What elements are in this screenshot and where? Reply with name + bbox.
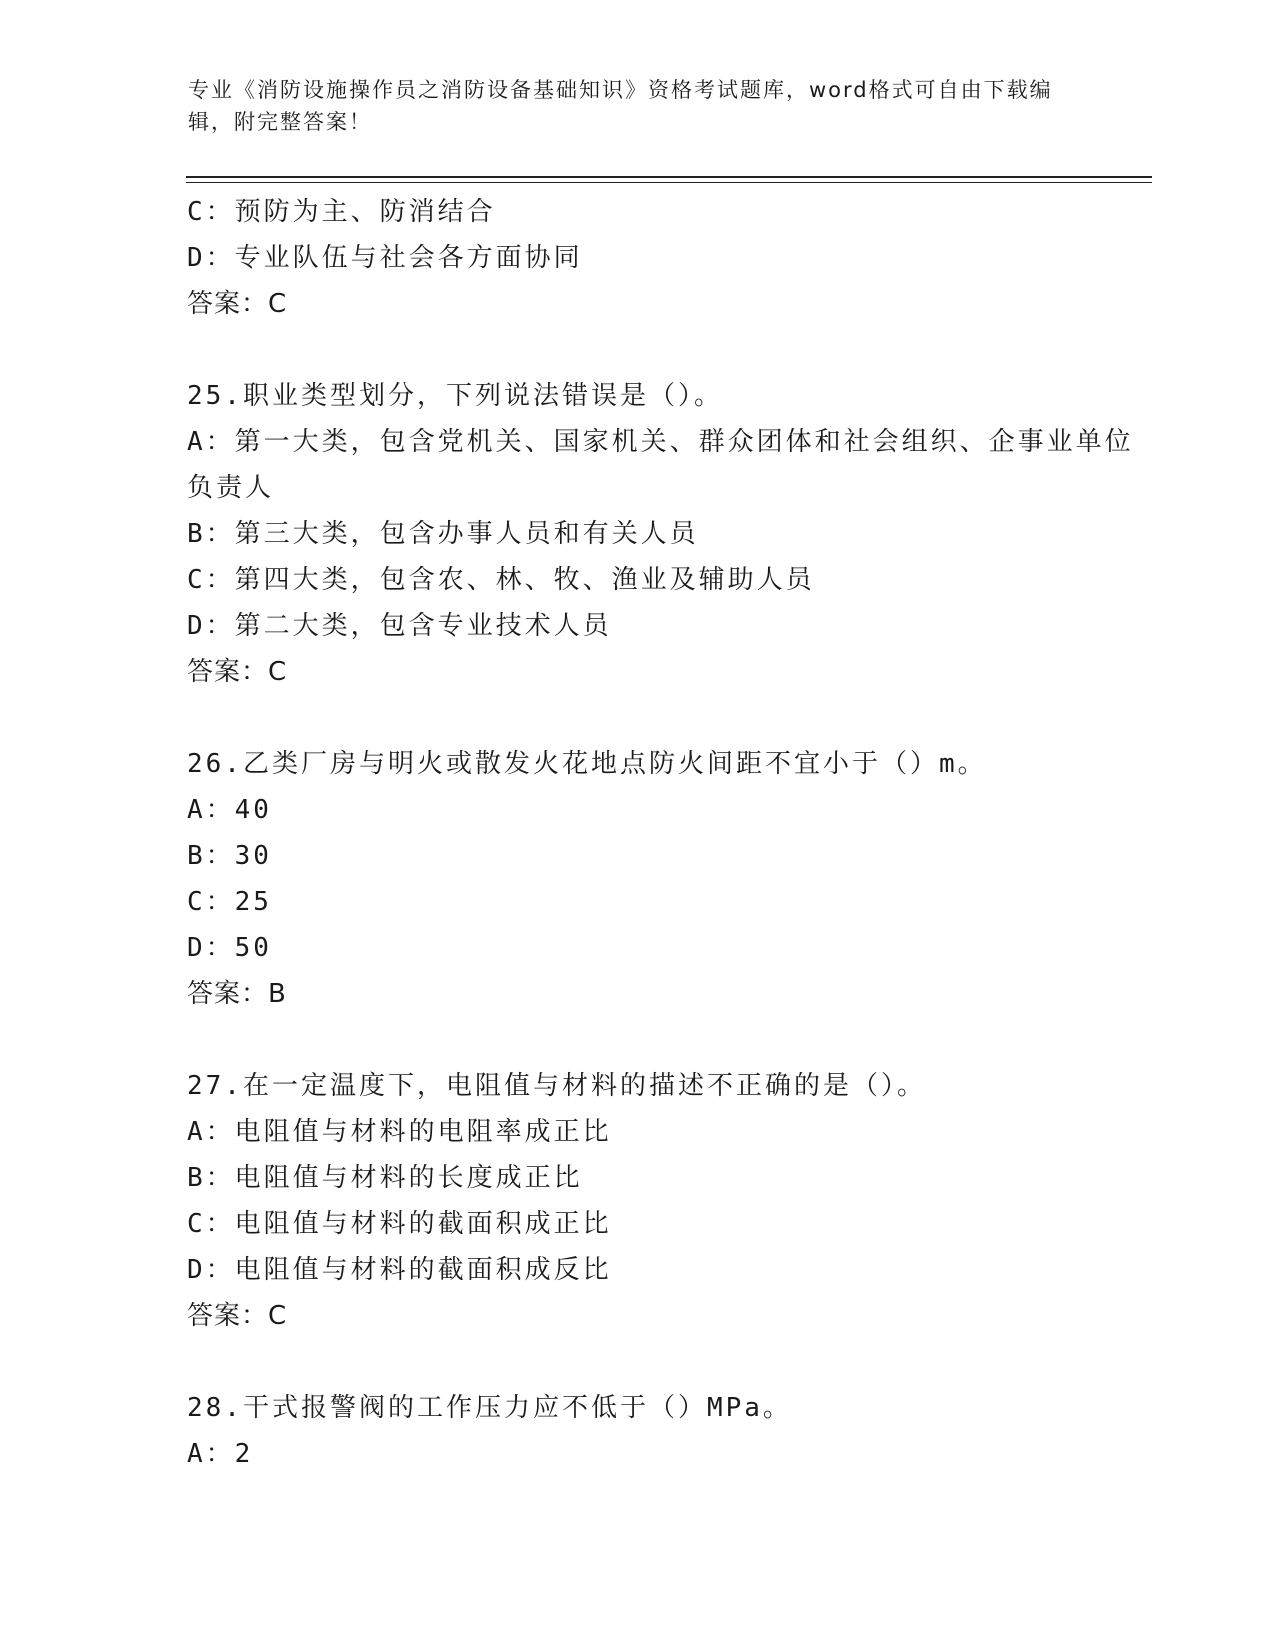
spacer [187,327,1147,373]
question-stem: 25.职业类型划分，下列说法错误是（）。 [187,381,723,411]
option-b: B：第三大类，包含办事人员和有关人员 [187,519,699,549]
question-stem: 27.在一定温度下，电阻值与材料的描述不正确的是（）。 [187,1071,926,1101]
question-28 [187,1385,1147,1477]
header-rule-thin [186,182,1152,183]
spacer [187,1339,1147,1385]
option-d: D：第二大类，包含专业技术人员 [187,611,612,641]
question-25 [187,373,1147,695]
spacer [187,1017,1147,1063]
answer: 答案：C [187,1301,288,1331]
option-c: C：25 [187,887,272,917]
answer: 答案：C [187,657,288,687]
question-partial [187,189,1147,327]
question-27 [187,1063,1147,1339]
question-26 [187,741,1147,1017]
option-b: B：30 [187,841,272,871]
option-b: B：电阻值与材料的长度成正比 [187,1163,583,1193]
document-header: 专业《消防设施操作员之消防设备基础知识》资格考试题库，word格式可自由下载编辑，附完整答案！ [188,78,1053,134]
option-c: C：电阻值与材料的截面积成正比 [187,1209,612,1239]
question-list [187,189,1147,1477]
question-stem: 26.乙类厂房与明火或散发火花地点防火间距不宜小于（）m。 [187,749,987,779]
option-a: A：第一大类，包含党机关、国家机关、群众团体和社会组织、企事业单位负责人 [187,427,1134,503]
option-d: D：50 [187,933,272,963]
question-stem: 28.干式报警阀的工作压力应不低于（）MPa。 [187,1393,792,1423]
header-rule-thick [186,176,1152,178]
answer: 答案：B [187,979,287,1009]
option-c: C：第四大类，包含农、林、牧、渔业及辅助人员 [187,565,815,595]
option-a: A：40 [187,795,272,825]
option-d: D：电阻值与材料的截面积成反比 [187,1255,612,1285]
option-c: C：预防为主、防消结合 [187,197,496,227]
option-a: A：2 [187,1439,254,1469]
option-a: A：电阻值与材料的电阻率成正比 [187,1117,612,1147]
answer: 答案：C [187,289,288,319]
spacer [187,695,1147,741]
option-d: D：专业队伍与社会各方面协同 [187,243,583,273]
